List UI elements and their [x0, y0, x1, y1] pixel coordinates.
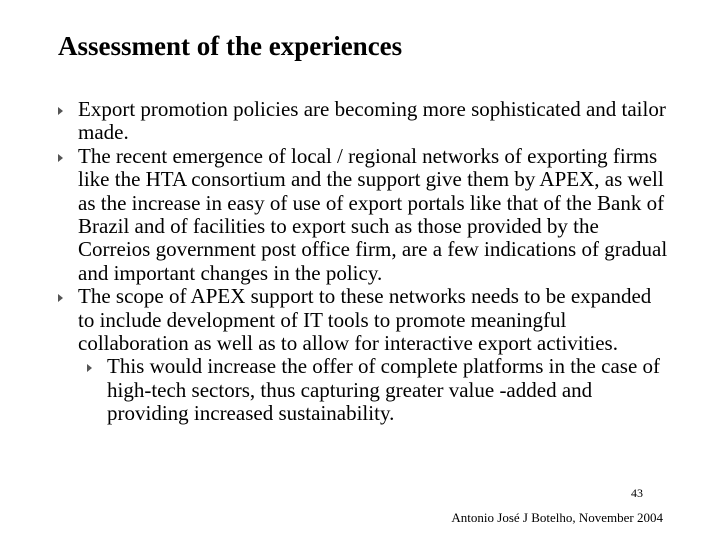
bullet-item	[78, 98, 668, 145]
bullet-text: The recent emergence of local / regional networks of exporting firms like the HTA consortium and the support give them by APEX, as well as the increase in easy of use of export portals like that of the Bank of Brazil and of facilities to export such as those provided by the Correios government post office firm, are a few indications of gradual and important changes in the policy.	[78, 143, 668, 285]
bullet-text: The scope of APEX support to these networks needs to be expanded to include development of IT tools to promote meaningful collaboration as well as to allow for interactive export activities.	[78, 284, 652, 356]
triangle-bullet-icon	[58, 154, 63, 162]
bullet-list	[0, 98, 720, 426]
footer-author-date: Antonio José J Botelho, November 2004	[451, 510, 663, 525]
sub-bullet-item	[107, 355, 667, 425]
bullet-item	[78, 145, 668, 285]
triangle-bullet-icon	[58, 294, 63, 302]
slide-title: Assessment of the experiences	[58, 31, 403, 61]
page-number: 43	[631, 486, 643, 500]
bullet-text: Export promotion policies are becoming more sophisticated and tailor made.	[78, 97, 666, 145]
bullet-item	[78, 285, 668, 355]
triangle-bullet-icon	[87, 364, 92, 372]
sub-bullet-text: This would increase the offer of complete platforms in the case of high-tech sectors, thus capturing greater value -added and providing increased sustainability.	[107, 354, 661, 426]
triangle-bullet-icon	[58, 107, 63, 115]
